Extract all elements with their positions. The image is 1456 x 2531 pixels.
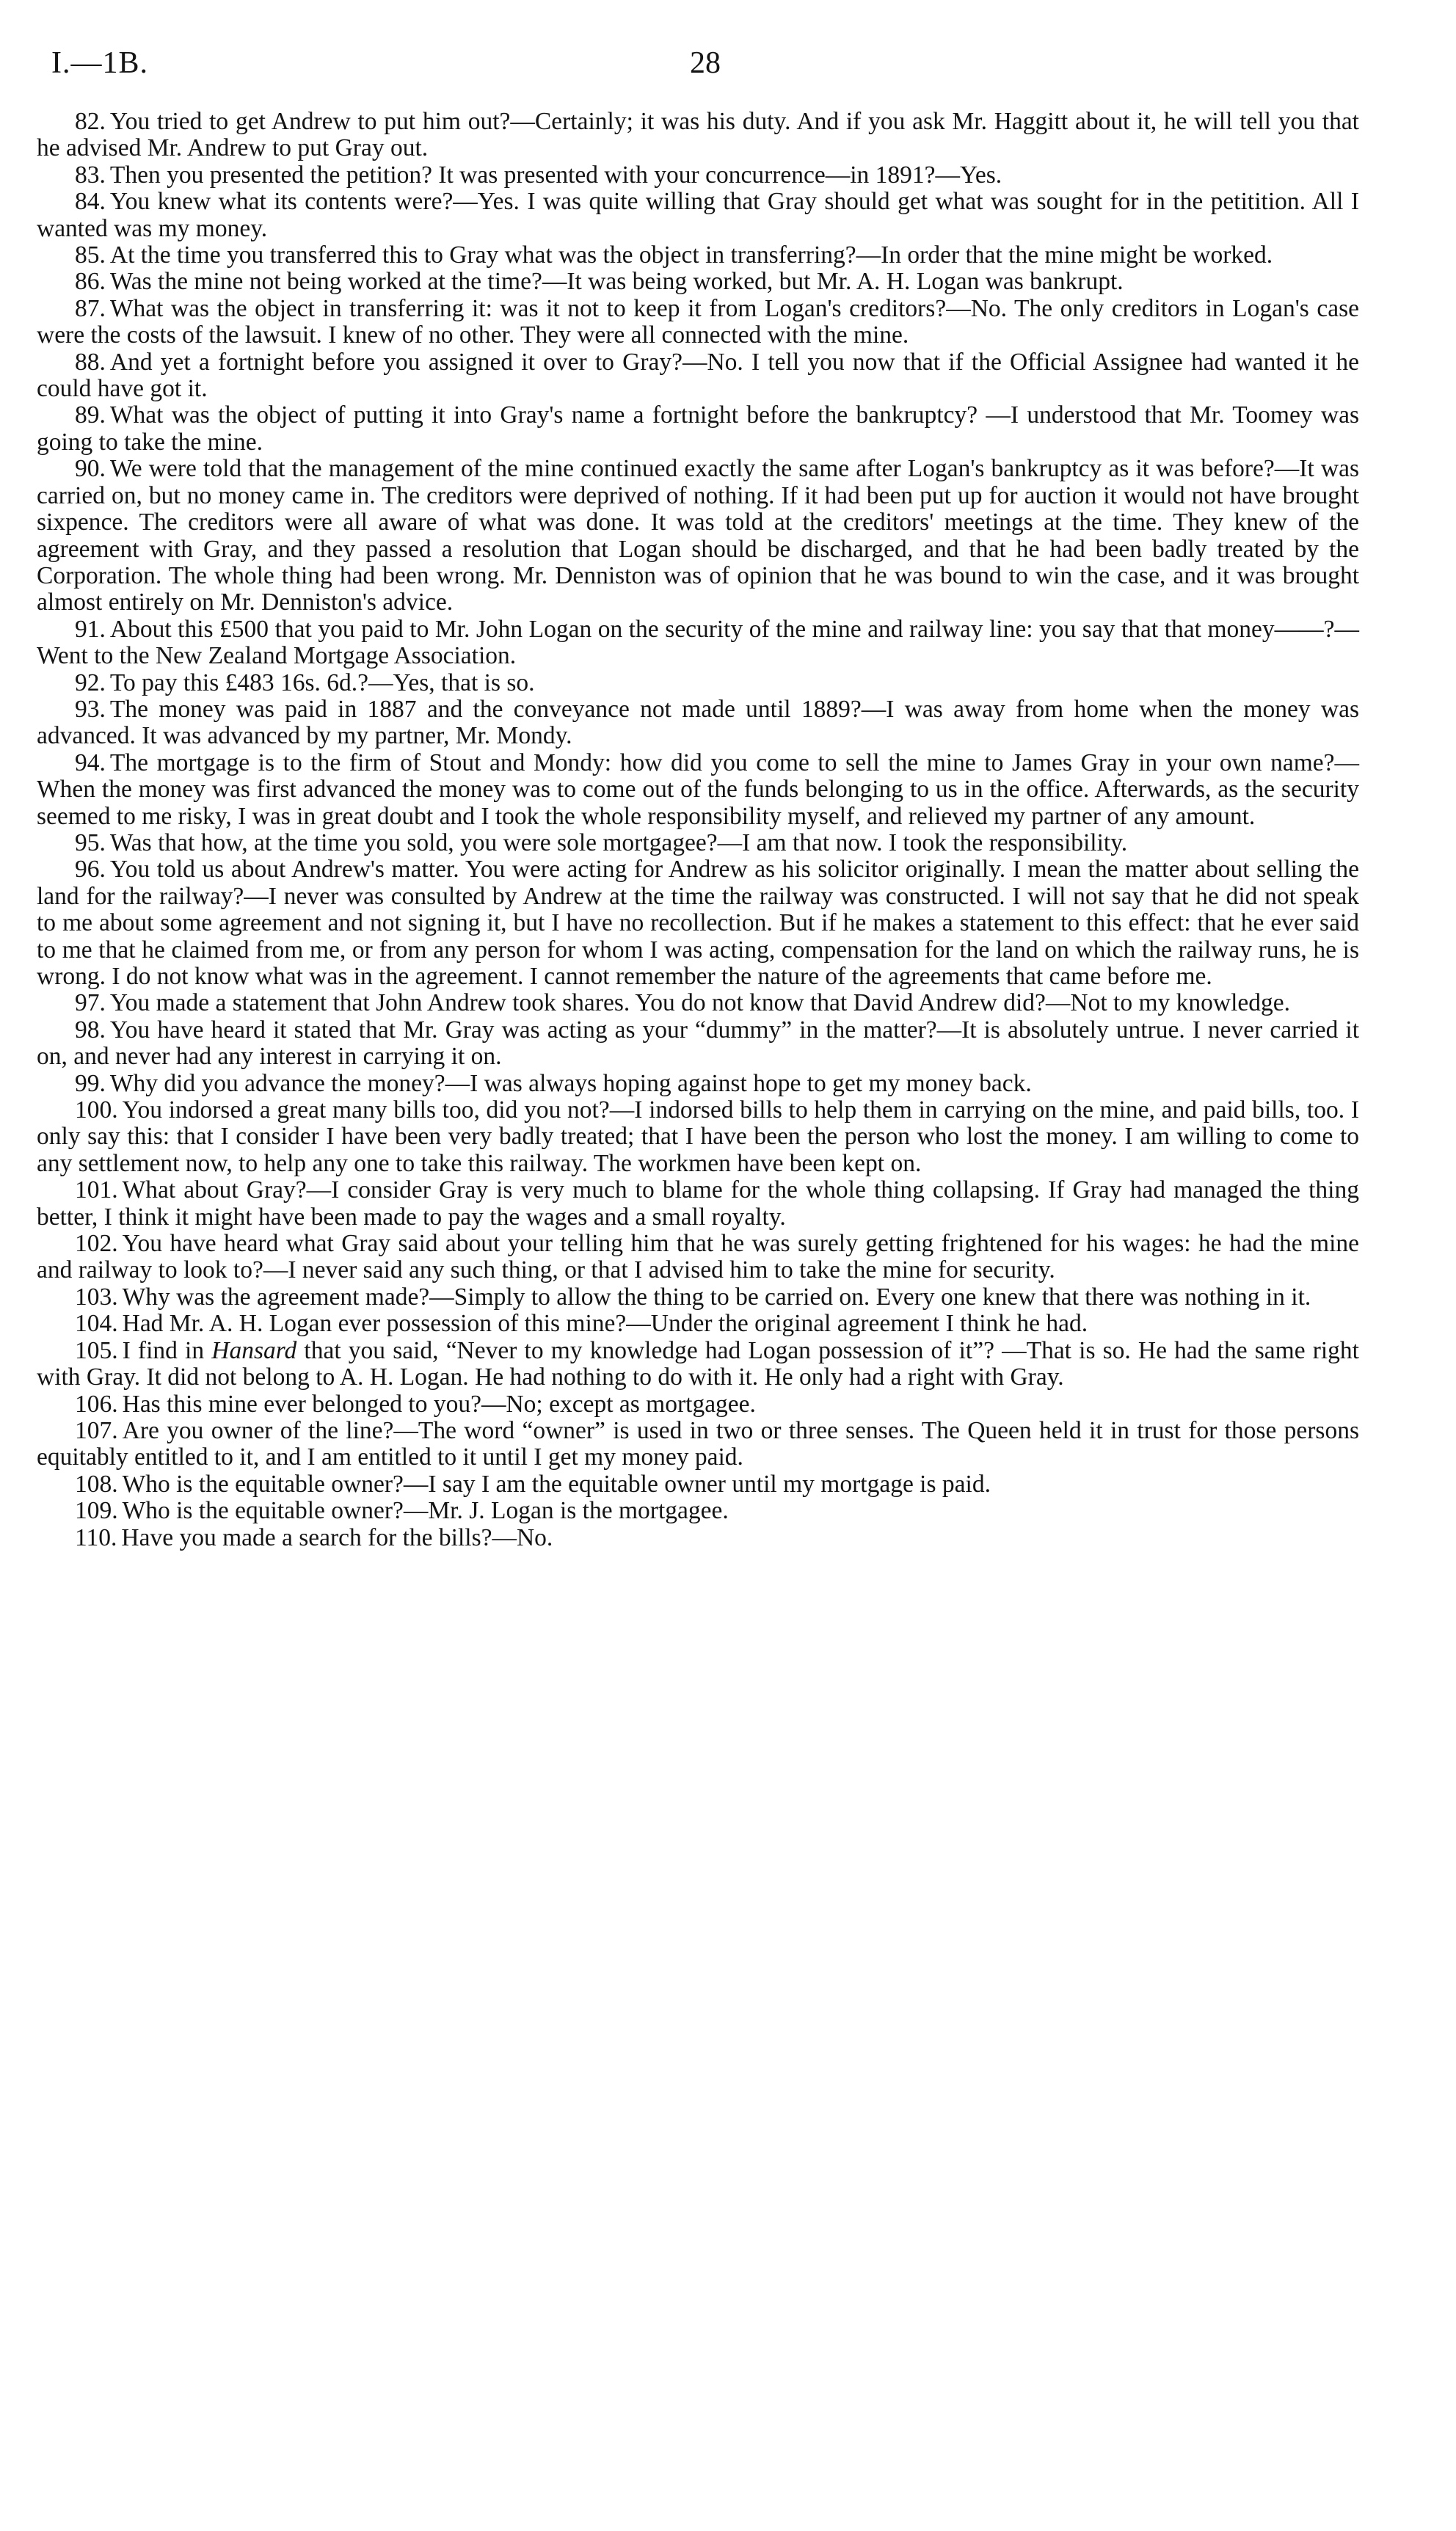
question-text: And yet a fortnight before you assigned it over to Gray?—No. I tell you now that if the Official Assignee had wanted it he could have got it.	[37, 348, 1359, 403]
question-103	[37, 1284, 1359, 1311]
question-number: 98.	[75, 1016, 106, 1044]
question-84	[37, 189, 1359, 242]
question-104	[37, 1311, 1359, 1337]
question-85	[37, 242, 1359, 269]
question-86	[37, 269, 1359, 295]
question-110	[37, 1525, 1359, 1551]
question-text: You indorsed a great many bills too, did you not?—I indorsed bills to help them in carrying on the mine, and paid bills, too. I only say this: that I consider I have been very badly treated; that I have been the person who lost the money. I am willing to come to any settlement now, to help any one to take this railway. The workmen have been kept on.	[37, 1096, 1359, 1177]
question-text: You have heard it stated that Mr. Gray was acting as your “dummy” in the matter?—It is absolutely untrue. I never carried it on, and never had any interest in carrying it on.	[37, 1016, 1359, 1071]
question-number: 108.	[75, 1470, 118, 1498]
question-number: 110.	[75, 1523, 117, 1551]
question-89	[37, 402, 1359, 456]
question-number: 83.	[75, 161, 106, 189]
question-number: 85.	[75, 241, 106, 269]
question-88	[37, 349, 1359, 403]
question-text: We were told that the management of the mine continued exactly the same after Logan's bankruptcy as it was before?—It was carried on, but no money came in. The creditors were deprived of nothing. If it had been put up for auction it would not have brought sixpence. The creditors were all aware of what was done. It was told at the creditors' meetings at the time. They knew of the agreement with Gray, and they passed a resolution that Logan should be discharged, and that he had been badly treated by the Corporation. The whole thing had been wrong. Mr. Denniston was of opinion that he was bound to win the case, and it was brought almost entirely on Mr. Denniston's advice.	[37, 455, 1359, 616]
question-text: What about Gray?—I consider Gray is very much to blame for the whole thing collapsing. If Gray had managed the thing better, I think it might have been made to pay the wages and a small royalty.	[37, 1176, 1359, 1231]
question-text: Was the mine not being worked at the time?—It was being worked, but Mr. A. H. Logan was bankrupt.	[109, 268, 1124, 296]
question-text: About this £500 that you paid to Mr. John Logan on the security of the mine and railway line: you say that that money——?—Went to the New Zealand Mortgage Association.	[37, 615, 1359, 670]
question-text: Has this mine ever belonged to you?—No; except as mortgagee.	[122, 1390, 756, 1418]
question-text: You made a statement that John Andrew took shares. You do not know that David Andrew did?—Not to my knowledge.	[109, 989, 1291, 1017]
page-header	[51, 45, 1372, 90]
question-number: 82.	[75, 108, 106, 135]
question-number: 92.	[75, 669, 106, 696]
question-text: What was the object of putting it into Gray's name a fortnight before the bankruptcy? —I understood that Mr. Toomey was going to take the mine.	[37, 401, 1359, 456]
question-text: You tried to get Andrew to put him out?—Certainly; it was his duty. And if you ask Mr. Haggitt about it, he will tell you that he advised Mr. Andrew to put Gray out.	[37, 108, 1359, 162]
question-text: Who is the equitable owner?—Mr. J. Logan is the mortgagee.	[122, 1497, 729, 1525]
question-number: 102.	[75, 1230, 118, 1258]
question-number: 104.	[75, 1310, 118, 1338]
question-number: 109.	[75, 1497, 118, 1525]
question-94	[37, 750, 1359, 830]
question-number: 93.	[75, 695, 106, 723]
question-text-lead: I find in	[122, 1336, 212, 1364]
question-text: Then you presented the petition? It was presented with your concurrence—in 1891?—Yes.	[109, 161, 1002, 189]
question-text: What was the object in transferring it: was it not to keep it from Logan's creditors?—No. The only creditors in Logan's case were the costs of the lawsuit. I knew of no other. They were all connected with the mine.	[37, 294, 1359, 349]
question-number: 105.	[75, 1336, 118, 1364]
question-98	[37, 1017, 1359, 1071]
question-number: 95.	[75, 829, 106, 856]
question-102	[37, 1231, 1359, 1284]
question-95	[37, 830, 1359, 856]
question-106	[37, 1391, 1359, 1418]
question-text: Why did you advance the money?—I was always hoping against hope to get my money back.	[109, 1069, 1032, 1097]
question-text: that you said, “Never to my knowledge had Logan possession of it”? —That is so. He had the same right with Gray. It did not belong to A. H. Logan. He had nothing to do with it. He only had a right with Gray.	[37, 1336, 1359, 1391]
question-100	[37, 1097, 1359, 1177]
question-number: 101.	[75, 1176, 118, 1204]
question-text: To pay this £483 16s. 6d.?—Yes, that is so.	[109, 669, 535, 696]
question-96	[37, 856, 1359, 990]
question-number: 106.	[75, 1390, 118, 1418]
question-number: 99.	[75, 1069, 106, 1097]
question-text: You knew what its contents were?—Yes. I was quite willing that Gray should get what was sought for in the petitition. All I wanted was my money.	[37, 188, 1359, 242]
question-83	[37, 162, 1359, 189]
question-number: 86.	[75, 268, 106, 296]
question-text: You told us about Andrew's matter. You were acting for Andrew as his solicitor originally. I mean the matter about selling the land for the railway?—I never was consulted by Andrew at the time the railway was constructed. I will not say that he did not speak to me about some agreement and not signing it, but I have no recollection. But if he makes a statement to this effect: that he ever said to me that he claimed from me, or from any person for whom I was acting, compensation for the land on which the railway runs, he is wrong. I do not know what was in the agreement. I cannot remember the nature of the agreements that came before me.	[37, 856, 1359, 990]
question-number: 88.	[75, 348, 106, 376]
question-text: Have you made a search for the bills?—No.	[121, 1523, 553, 1551]
question-text: The money was paid in 1887 and the conveyance not made until 1889?—I was away from home when the money was advanced. It was advanced by my partner, Mr. Mondy.	[37, 695, 1359, 750]
question-109	[37, 1498, 1359, 1524]
hansard-reference: Hansard	[211, 1336, 297, 1364]
question-text: Who is the equitable owner?—I say I am the equitable owner until my mortgage is paid.	[122, 1470, 991, 1498]
question-text: Why was the agreement made?—Simply to allow the thing to be carried on. Every one knew that there was nothing in it.	[122, 1283, 1311, 1311]
question-93	[37, 696, 1359, 750]
question-text: At the time you transferred this to Gray what was the object in transferring?—In order that the mine might be worked.	[109, 241, 1273, 269]
question-text: Are you owner of the line?—The word “owner” is used in two or three senses. The Queen held it in trust for those persons equitably entitled to it, and I am entitled to it until I get my money paid.	[37, 1416, 1359, 1471]
testimony-body	[37, 109, 1359, 1551]
question-90	[37, 456, 1359, 616]
question-number: 94.	[75, 749, 106, 776]
question-number: 96.	[75, 856, 106, 884]
page-number: 28	[690, 46, 721, 80]
question-number: 103.	[75, 1283, 118, 1311]
question-99	[37, 1071, 1359, 1097]
question-number: 100.	[75, 1096, 118, 1124]
question-108	[37, 1471, 1359, 1498]
question-97	[37, 990, 1359, 1016]
question-101	[37, 1177, 1359, 1231]
question-92	[37, 670, 1359, 696]
question-number: 91.	[75, 615, 106, 643]
question-number: 84.	[75, 188, 106, 216]
document-reference: I.—1B.	[51, 46, 148, 80]
question-105	[37, 1338, 1359, 1391]
question-number: 90.	[75, 455, 106, 483]
question-107	[37, 1418, 1359, 1471]
question-82	[37, 109, 1359, 162]
question-number: 89.	[75, 401, 106, 429]
question-number: 107.	[75, 1416, 118, 1444]
question-text: Was that how, at the time you sold, you were sole mortgagee?—I am that now. I took the responsibility.	[109, 829, 1128, 856]
question-91	[37, 616, 1359, 670]
question-number: 87.	[75, 294, 106, 322]
question-text: You have heard what Gray said about your telling him that he was surely getting frightened for his wages: he had the mine and railway to look to?—I never said any such thing, or that I advised him to take the mine for security.	[37, 1230, 1359, 1284]
question-87	[37, 296, 1359, 349]
question-text: Had Mr. A. H. Logan ever possession of this mine?—Under the original agreement I think he had.	[122, 1310, 1088, 1338]
question-number: 97.	[75, 989, 106, 1017]
question-text: The mortgage is to the firm of Stout and Mondy: how did you come to sell the mine to James Gray in your own name?—When the money was first advanced the money was to come out of the funds belonging to us in the office. Afterwards, as the security seemed to me risky, I was in great doubt and I took the whole responsibility myself, and relieved my partner of any amount.	[37, 749, 1359, 830]
